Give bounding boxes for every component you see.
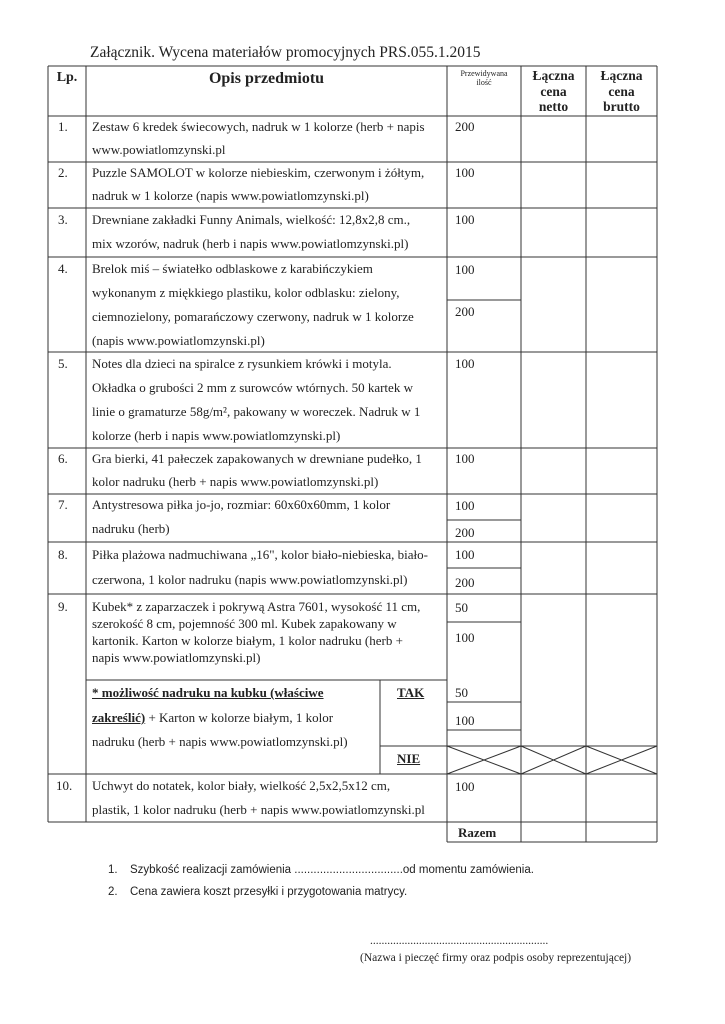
row-5-desc: linie o gramaturze 58g/m², pakowany w woreczek. Nadruk w 1 [92, 404, 421, 419]
signature-caption: (Nazwa i pieczęć firmy oraz podpis osoby reprezentującej) [360, 952, 632, 964]
row-3-desc: Drewniane zakładki Funny Animals, wielkość: 12,8x2,8 cm., [92, 212, 411, 227]
total-label: Razem [458, 825, 497, 840]
row-6-lp: 6. [58, 451, 68, 466]
row-10-lp: 10. [56, 778, 73, 793]
row-4-lp: 4. [58, 261, 68, 276]
row-2-qty: 100 [455, 165, 475, 180]
row-4-desc: (napis www.powiatlomzynski.pl) [92, 333, 265, 348]
header-opis: Opis przedmiotu [208, 70, 325, 87]
row-5-qty: 100 [455, 356, 475, 371]
option-desc: nadruku (herb + napis www.powiatlomzynski.pl) [92, 734, 348, 749]
row-4-qty: 100 [455, 262, 475, 277]
row-7-qty: 100 [455, 498, 475, 513]
row-4-desc: wykonanym z miękkiego plastiku, kolor odblasku: zielony, [92, 285, 400, 300]
row-5-desc: Notes dla dzieci na spiralce z rysunkiem krówki i motyla. [92, 356, 392, 371]
row-10-desc: plastik, 1 kolor nadruku (herb + napis www.powiatlomzynski.pl [92, 802, 425, 817]
row-4-desc: ciemnozielony, pomarańczowy czerwony, nadruk w 1 kolorze [92, 309, 414, 324]
note-2: 2. Cena zawiera koszt przesyłki i przygotowania matrycy. [108, 886, 408, 898]
option-heading: * możliwość nadruku na kubku (właściwe [92, 685, 324, 700]
row-9-desc: szerokość 8 cm, pojemność 300 ml. Kubek zapakowany w [92, 616, 397, 631]
option-qty: 50 [455, 685, 468, 700]
row-6-qty: 100 [455, 451, 475, 466]
row-1-desc: www.powiatlomzynski.pl [92, 142, 226, 157]
row-4-qty: 200 [455, 304, 475, 319]
row-2-desc: nadruk w 1 kolorze (napis www.powiatlomzynski.pl) [92, 188, 369, 203]
row-9-qty: 100 [455, 630, 475, 645]
option-qty: 100 [455, 713, 475, 728]
header-brutto: Łączna cena brutto [600, 68, 643, 115]
row-8-qty: 200 [455, 575, 475, 590]
row-3-desc: mix wzorów, nadruk (herb i napis www.powiatlomzynski.pl) [92, 236, 409, 251]
row-2-lp: 2. [58, 165, 68, 180]
signature-line: .............................................................. [370, 935, 549, 947]
row-10-desc: Uchwyt do notatek, kolor biały, wielkość 2,5x2,5x12 cm, [92, 778, 391, 793]
row-8-desc: Piłka plażowa nadmuchiwana „16", kolor biało-niebieska, biało- [92, 547, 428, 562]
row-8-lp: 8. [58, 547, 68, 562]
row-9-desc: napis www.powiatlomzynski.pl) [92, 650, 261, 665]
row-3-lp: 3. [58, 212, 68, 227]
row-7-desc: Antystresowa piłka jo-jo, rozmiar: 60x60x60mm, 1 kolor [92, 497, 391, 512]
row-5-lp: 5. [58, 356, 68, 371]
row-8-desc: czerwona, 1 kolor nadruku (napis www.powiatlomzynski.pl) [92, 572, 408, 587]
row-2-desc: Puzzle SAMOLOT w kolorze niebieskim, czerwonym i żółtym, [92, 165, 425, 180]
page-title: Załącznik. Wycena materiałów promocyjnych PRS.055.1.2015 [90, 44, 481, 61]
header-netto: Łączna cena netto [532, 68, 575, 115]
row-9-desc: kartonik. Karton w kolorze białym, 1 kolor nadruku (herb + [92, 633, 403, 648]
row-7-desc: nadruku (herb) [92, 521, 170, 536]
row-9-lp: 9. [58, 599, 68, 614]
option-nie: NIE [397, 751, 421, 766]
option-desc: zakreślić) + Karton w kolorze białym, 1 kolor [92, 710, 334, 725]
row-7-lp: 7. [58, 497, 68, 512]
row-4-desc: Brelok miś – światełko odblaskowe z karabińczykiem [92, 261, 373, 276]
row-1-lp: 1. [58, 119, 68, 134]
note-1: 1. Szybkość realizacji zamówienia ..................................od momentu zamówienia. [108, 864, 534, 876]
row-3-qty: 100 [455, 212, 475, 227]
row-8-qty: 100 [455, 547, 475, 562]
header-ilosc: Przewidywana ilość [460, 69, 508, 88]
option-tak: TAK [397, 685, 425, 700]
row-6-desc: Gra bierki, 41 pałeczek zapakowanych w drewniane pudełko, 1 [92, 451, 422, 466]
row-7-qty: 200 [455, 525, 475, 540]
row-9-desc: Kubek* z zaparzaczek i pokrywą Astra 7601, wysokość 11 cm, [92, 599, 421, 614]
row-10-qty: 100 [455, 779, 475, 794]
header-lp: Lp. [56, 70, 78, 85]
row-1-desc: Zestaw 6 kredek świecowych, nadruk w 1 kolorze (herb + napis [92, 119, 425, 134]
row-9-qty: 50 [455, 600, 468, 615]
row-5-desc: Okładka o grubości 2 mm z surowców wtórnych. 50 kartek w [92, 380, 413, 395]
row-5-desc: kolorze (herb i napis www.powiatlomzynski.pl) [92, 428, 341, 443]
row-6-desc: kolor nadruku (herb + napis www.powiatlomzynski.pl) [92, 474, 379, 489]
row-1-qty: 200 [455, 119, 475, 134]
